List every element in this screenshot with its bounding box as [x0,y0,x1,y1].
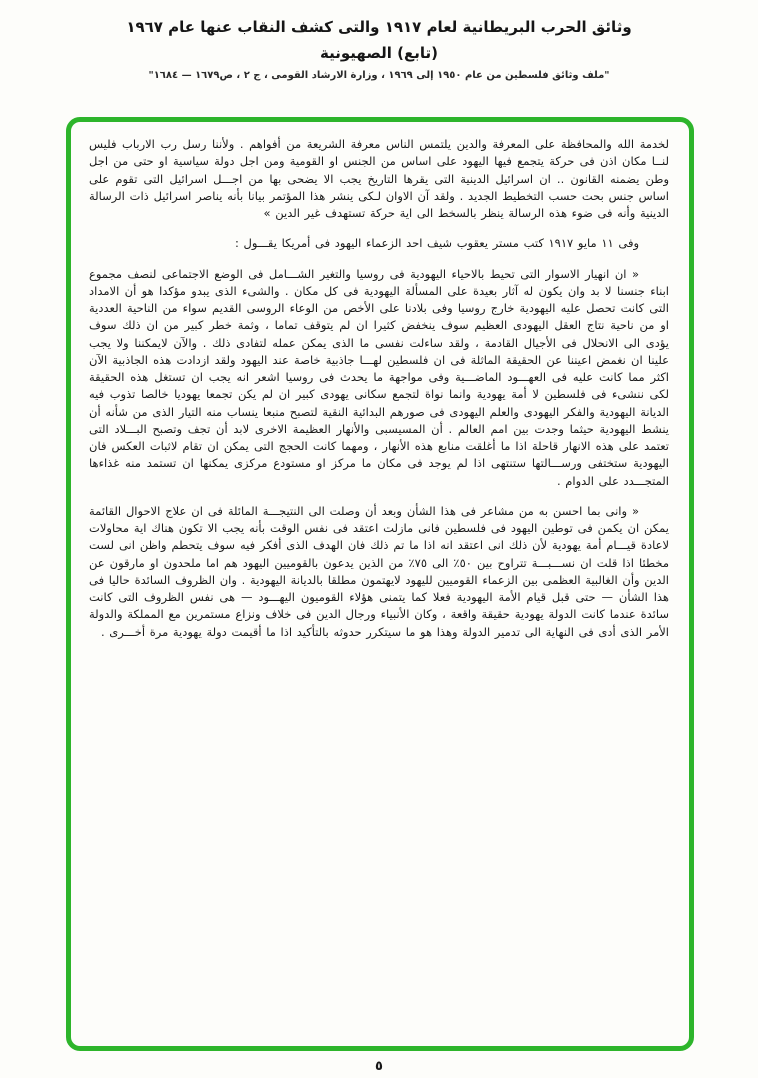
page-subtitle: (تابع) الصهيونية [320,44,438,62]
body-paragraph: لخدمة الله والمحافظة على المعرفة والدين يلتمس الناس معرفة الشريعة من أفواهم . ولأننا رسل رب الارباب فليس لنــا مكان اذن فى حركة يتجمع فيها اليهود على اساس من الجنس او القومية ومن اجل دولة سياسية او حتى من اجل وطن يضمنه القانون .. ان اسرائيل الدينية التى يقرها التاريخ يجب الا يضحى بها من اجـــل اسرائيل التى تقوم على اساس جنس بحت حسب التخطيط الجديد . ولقد آن الاوان لـكى ينشر هذا المؤتمر بيانا بأنه يناصر اسرائيل ذات الرسالة الدينية وأنه فى ضوء هذه الرسالة ينظر بالسخط الى اية حركة تستهدف غير الدين » [89,137,669,220]
page-title: وثائق الحرب البريطانية لعام ١٩١٧ والتى كشف النقاب عنها عام ١٩٦٧ [126,18,632,36]
body-paragraph: « ان انهيار الاسوار التى تحيط بالاحياء اليهودية فى روسيا والتغير الشـــامل فى الوضع الاجتماعى لنصف مجموع ابناء جنسنا لا بد وان يكون له آثار بعيدة على المسألة اليهودية فى كل مكان . والشىء الذى يبدو مؤكدا هو أن الامداد التى كانت تحصل عليه اليهودية خارج روسيا وفى بلادنا على الأخص من الوعاء الروسى القديم سواء من الناحية العددية او من ناحية نتاج العقل اليهودى العظيم سوف ينخفض كثيرا ان لم يتوقف تماما ، وثمة خطر كبير من ان ذلك سوف يؤدى الى الانحلال فى الأجيال القادمة ، ولقد ساءلت نفسى ما الذى يمكن عمله لتفادى ذلك . والآن لايمكننا ولا يجب علينا ان نغمض اعيننا عن الحقيقة الماثلة فى ان فلسطين لهـــا جاذبية خاصة عند اليهود ولقد ازدادت هذه الجاذبية الآن اكثر مما كانت عليه فى العهـــود الماضـــية وفى مواجهة ما يحدث فى روسيا اشعر انه يجب ان تستغل هذه الحقيقة لكى ننشىء فى فلسطين لا أمة يهودية وانما نواة لتجمع سكانى يهودى كبير ان لم يكن تجمعا يهوديا خالصا تذوب فيه الديانة اليهودية والفكر اليهودى والعلم اليهودى فى صورهم البدائية النقية لتصبح منبعا ينساب منه التيار الذى من شأنه أن ينشط اليهودية حيثما وجدت بين امم العالم . أن المسيسبى والأنهار العظيمة الاخرى لابد أن تجف وتصبح البـــلاد التى تعتمد على هذه الانهار قاحلة اذا ما أغلقت منابع هذه الأنهار ، ومهما كانت الحجج التى يمكن ان تقام لاثبات العكس فان اليهودية ستختفى ورســـالتها ستنتهى اذا لم يوجد فى مكان ما مركز او مستودع مركزى يمكنها ان تستمد منه غذاءها المتجـــدد على الدوام . [89,266,669,488]
source-note: "ملف وثائق فلسطين من عام ١٩٥٠ إلى ١٩٦٩ ، وزارة الارشاد القومى ، ج ٢ ، ص١٦٧٩ — ١٦٨٤" [148,70,610,81]
page-number: ٥ [375,1059,383,1074]
body-paragraph: وفى ١١ مايو ١٩١٧ كتب مستر يعقوب شيف احد الزعماء اليهود فى أمريكا يقـــول : [235,236,639,251]
content-border-box [66,117,694,1051]
body-paragraph: « وانى بما احسن به من مشاعر فى هذا الشأن وبعد أن وصلت الى النتيجـــة المائلة فى ان علاج الاحوال القائمة يمكن ان يكمن فى توطين اليهود فى فلسطين فانى مازلت اعتقد فى نفس الوقت بأنه يجب الا تكون هناك اية محاولات لاعادة قيـــام أمة يهودية لأن ذلك انى اعتقد انه اذا ما تم ذلك فان الهدف الذى أفكر فيه سوف يتحطم واظن انى لست مخطئا اذا قلت ان نســـبـــة تتراوح بين ٥٠٪ الى ٧٥٪ من الذين يدعون بالقوميين اليهود هم اما ملحدون او مارقون عن الدين وأن الغالبية العظمى بين الزعماء القوميين لليهود لايهتمون مطلقا بالديانة اليهودية . وان الظروف السائدة حاليا فى هذا الشأن — حتى قبل قيام الأمة اليهودية فعلا كما يتمنى هؤلاء القوميون اليهـــود — هى نفس الظروف التى كانت سائدة عندما كانت الدولة يهودية حقيقة واقعة ، وكان الأنبياء ورجال الدين فى خلاف ونزاع مستمرين مع المملكة والدولة الأمر الذى أدى فى النهاية الى تدمير الدولة وهذا هو ما سيتكرر حدوثه بالتأكيد اذا ما أقيمت دولة يهودية مرة أخـــرى . [89,503,669,639]
page-header [0,0,758,81]
